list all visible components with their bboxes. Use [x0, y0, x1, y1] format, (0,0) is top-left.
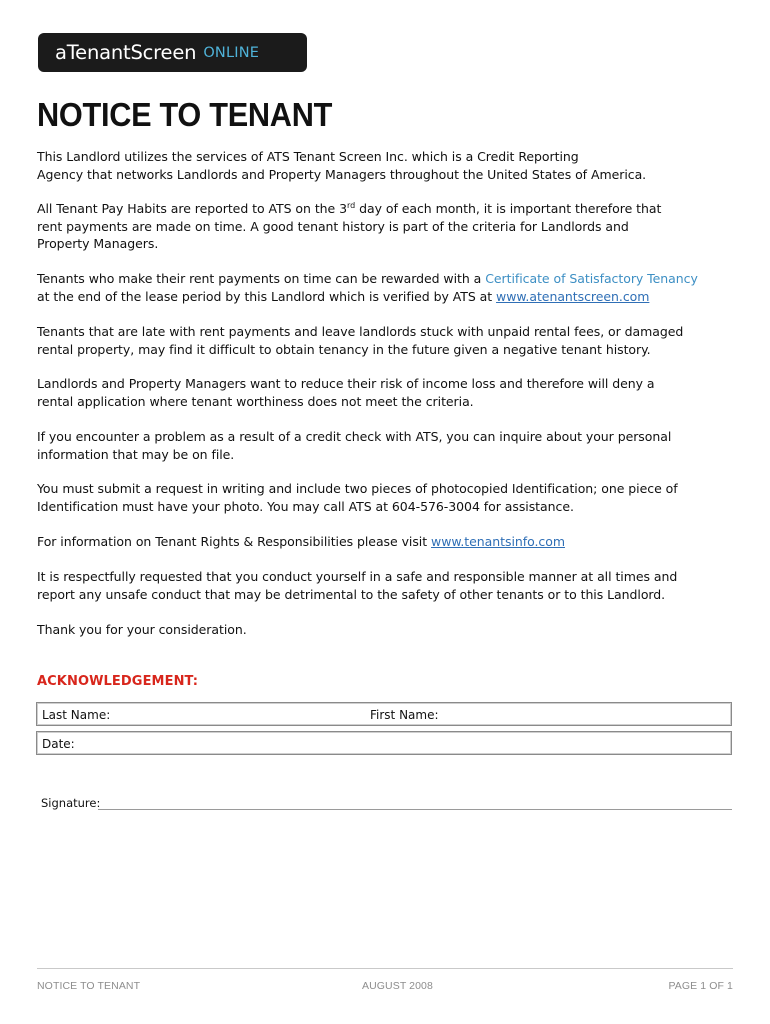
paragraph-pay-habits	[37, 200, 737, 253]
text-line: If you encounter a problem as a result of a credit check with ATS, you can inquire about your personal	[37, 429, 672, 444]
paragraph-late-payments	[37, 323, 737, 358]
logo	[38, 33, 307, 72]
atenantscreen-link[interactable]: www.atenantscreen.com	[496, 288, 650, 304]
paragraph-tenant-rights	[37, 533, 737, 551]
text-line	[37, 288, 737, 306]
footer-divider	[37, 968, 733, 969]
text-line: Tenants that are late with rent payments and leave landlords stuck with unpaid rental fees, or damaged	[37, 324, 684, 339]
footer-page-number: PAGE 1 OF 1	[668, 980, 733, 992]
paragraph-conduct	[37, 568, 737, 603]
paragraph-credit-check	[37, 428, 737, 463]
page-title: NOTICE TO TENANT	[37, 96, 333, 133]
text-line	[37, 200, 737, 218]
text-line: Landlords and Property Managers want to reduce their risk of income loss and therefore will deny a	[37, 376, 655, 391]
signature-line[interactable]	[98, 809, 732, 810]
last-name-label: Last Name:	[42, 708, 111, 722]
footer-date: AUGUST 2008	[362, 980, 433, 992]
ordinal-suffix: rd	[347, 200, 356, 210]
date-field[interactable]	[36, 731, 732, 755]
text-segment: day of each month, it is important therefore that	[355, 201, 662, 216]
text-line: rental property, may find it difficult to obtain tenancy in the future given a negative tenant history.	[37, 341, 651, 357]
text-line: This Landlord utilizes the services of ATS Tenant Screen Inc. which is a Credit Reporting	[37, 149, 579, 164]
date-label: Date:	[42, 737, 75, 751]
tenantsinfo-link[interactable]: www.tenantsinfo.com	[431, 534, 565, 549]
acknowledgement-heading: ACKNOWLEDGEMENT:	[37, 674, 199, 689]
text-segment: All Tenant Pay Habits are reported to ATS on the 3	[37, 201, 348, 216]
text-line: rental application where tenant worthiness does not meet the criteria.	[37, 393, 474, 409]
logo-name: aTenantScreen	[55, 41, 197, 64]
text-line: You must submit a request in writing and include two pieces of photocopied Identification; one piece of	[37, 481, 678, 496]
text-segment: Tenants who make their rent payments on time can be rewarded with a	[37, 271, 486, 286]
text-line: Property Managers.	[37, 236, 159, 251]
paragraph-rewards	[37, 270, 737, 305]
paragraph-risk	[37, 375, 737, 410]
text-line: rent payments are made on time. A good tenant history is part of the criteria for Landlords and	[37, 218, 629, 234]
text-segment: at the end of the lease period by this Landlord which is verified by ATS at	[37, 288, 497, 304]
signature-label: Signature:	[41, 796, 101, 810]
text-line: Identification must have your photo. You may call ATS at 604-576-3004 for assistance.	[37, 498, 574, 514]
text-segment: For information on Tenant Rights & Responsibilities please visit	[37, 534, 432, 549]
certificate-highlight: Certificate of Satisfactory Tenancy	[485, 271, 698, 286]
logo-suffix: ONLINE	[203, 44, 260, 61]
text-line: information that may be on file.	[37, 446, 235, 462]
paragraph-thanks	[37, 621, 737, 639]
text-line: It is respectfully requested that you conduct yourself in a safe and responsible manner at all times and	[37, 569, 678, 584]
text-line: Thank you for your consideration.	[37, 622, 247, 637]
text-line: report any unsafe conduct that may be detrimental to the safety of other tenants or to this Landlord.	[37, 586, 666, 602]
paragraph-intro	[37, 148, 737, 183]
text-line	[37, 270, 737, 288]
paragraph-request	[37, 480, 737, 515]
text-line: Agency that networks Landlords and Property Managers throughout the United States of America.	[37, 166, 647, 182]
text-line	[37, 533, 737, 551]
name-field-row[interactable]	[36, 702, 732, 726]
first-name-label: First Name:	[370, 708, 439, 722]
footer-document-name: NOTICE TO TENANT	[37, 980, 141, 992]
